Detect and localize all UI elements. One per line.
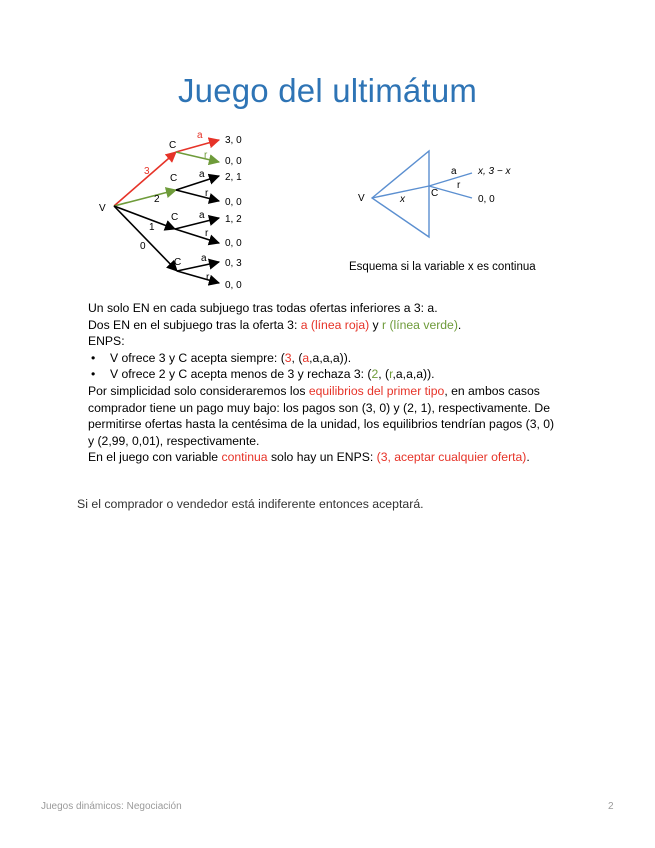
indifference-note: Si el comprador o vendedor está indiferente entonces aceptará. <box>77 497 424 511</box>
page-number: 2 <box>608 801 614 812</box>
schema-payoff-reject: 0, 0 <box>478 194 495 205</box>
action-3-r: r <box>204 150 208 161</box>
paragraph-unique-en: Un solo EN en cada subjuego tras todas ofertas inferiores a 3: a. <box>88 301 438 315</box>
payoff-2-a: 2, 1 <box>225 172 242 183</box>
paragraph-simplicity: Por simplicidad solo consideraremos los equilibrios del primer tipo, en ambos casos comprador tiene un pago muy bajo: los pagos son (3, 0) y (2, 1), respectivamente. De permitirse ofertas hasta la centésima de la unidad, los equilibrios tendrían pagos (3, 0) y (2,99, 0,01), respectivamente. <box>88 383 555 448</box>
paragraph-two-en: Dos EN en el subjuego tras la oferta 3: a (línea roja) y r (línea verde). <box>88 317 462 332</box>
schema-node-c: C <box>431 188 439 199</box>
tree-root-label: V <box>99 203 106 214</box>
offer-label-1: 1 <box>149 222 155 233</box>
payoff-1-r: 0, 0 <box>225 238 242 249</box>
tree-node-c0: C <box>174 257 182 268</box>
red-line-ref: a (línea roja) <box>300 317 370 332</box>
continuous-schema-diagram <box>0 0 655 300</box>
action-0-r: r <box>206 272 210 283</box>
action-1-a: a <box>199 210 205 221</box>
page-title: Juego del ultimátum <box>177 72 478 109</box>
enps-item-1: • V ofrece 3 y C acepta siempre: (3, (a,a,a,a)). <box>88 350 558 367</box>
payoff-2-r: 0, 0 <box>225 197 242 208</box>
payoff-3-a: 3, 0 <box>225 135 242 146</box>
action-1-r: r <box>205 228 209 239</box>
action-2-a: a <box>199 169 205 180</box>
action-0-a: a <box>201 253 207 264</box>
payoff-0-a: 0, 3 <box>225 258 242 269</box>
paragraph-continuous: En el juego con variable continua solo hay un ENPS: (3, aceptar cualquier oferta). <box>88 450 530 465</box>
payoff-0-r: 0, 0 <box>225 280 242 291</box>
schema-offer-label: x <box>400 194 405 205</box>
schema-root-label: V <box>358 193 365 204</box>
schema-payoff-accept: x, 3 − x <box>478 166 511 177</box>
enps-list <box>88 350 558 383</box>
payoff-3-r: 0, 0 <box>225 156 242 167</box>
paragraph-enps-heading: ENPS: <box>88 334 125 349</box>
offer-label-0: 0 <box>140 241 146 252</box>
offer-label-3: 3 <box>144 166 150 177</box>
schema-accept-label: a <box>451 166 457 177</box>
tree-node-c1: C <box>171 212 179 223</box>
schema-caption: Esquema si la variable x es continua <box>349 261 536 273</box>
schema-reject-label: r <box>457 180 461 191</box>
action-3-a: a <box>197 130 203 141</box>
green-line-ref: r (línea verde) <box>382 317 458 332</box>
body-text <box>88 300 558 466</box>
tree-node-c2: C <box>170 173 178 184</box>
payoff-1-a: 1, 2 <box>225 214 242 225</box>
action-2-r: r <box>205 188 209 199</box>
offer-label-2: 2 <box>154 194 160 205</box>
tree-node-c3: C <box>169 140 177 151</box>
enps-item-2: • V ofrece 2 y C acepta menos de 3 y rechaza 3: (2, (r,a,a,a)). <box>88 366 558 383</box>
footer-title: Juegos dinámicos: Negociación <box>41 801 182 812</box>
